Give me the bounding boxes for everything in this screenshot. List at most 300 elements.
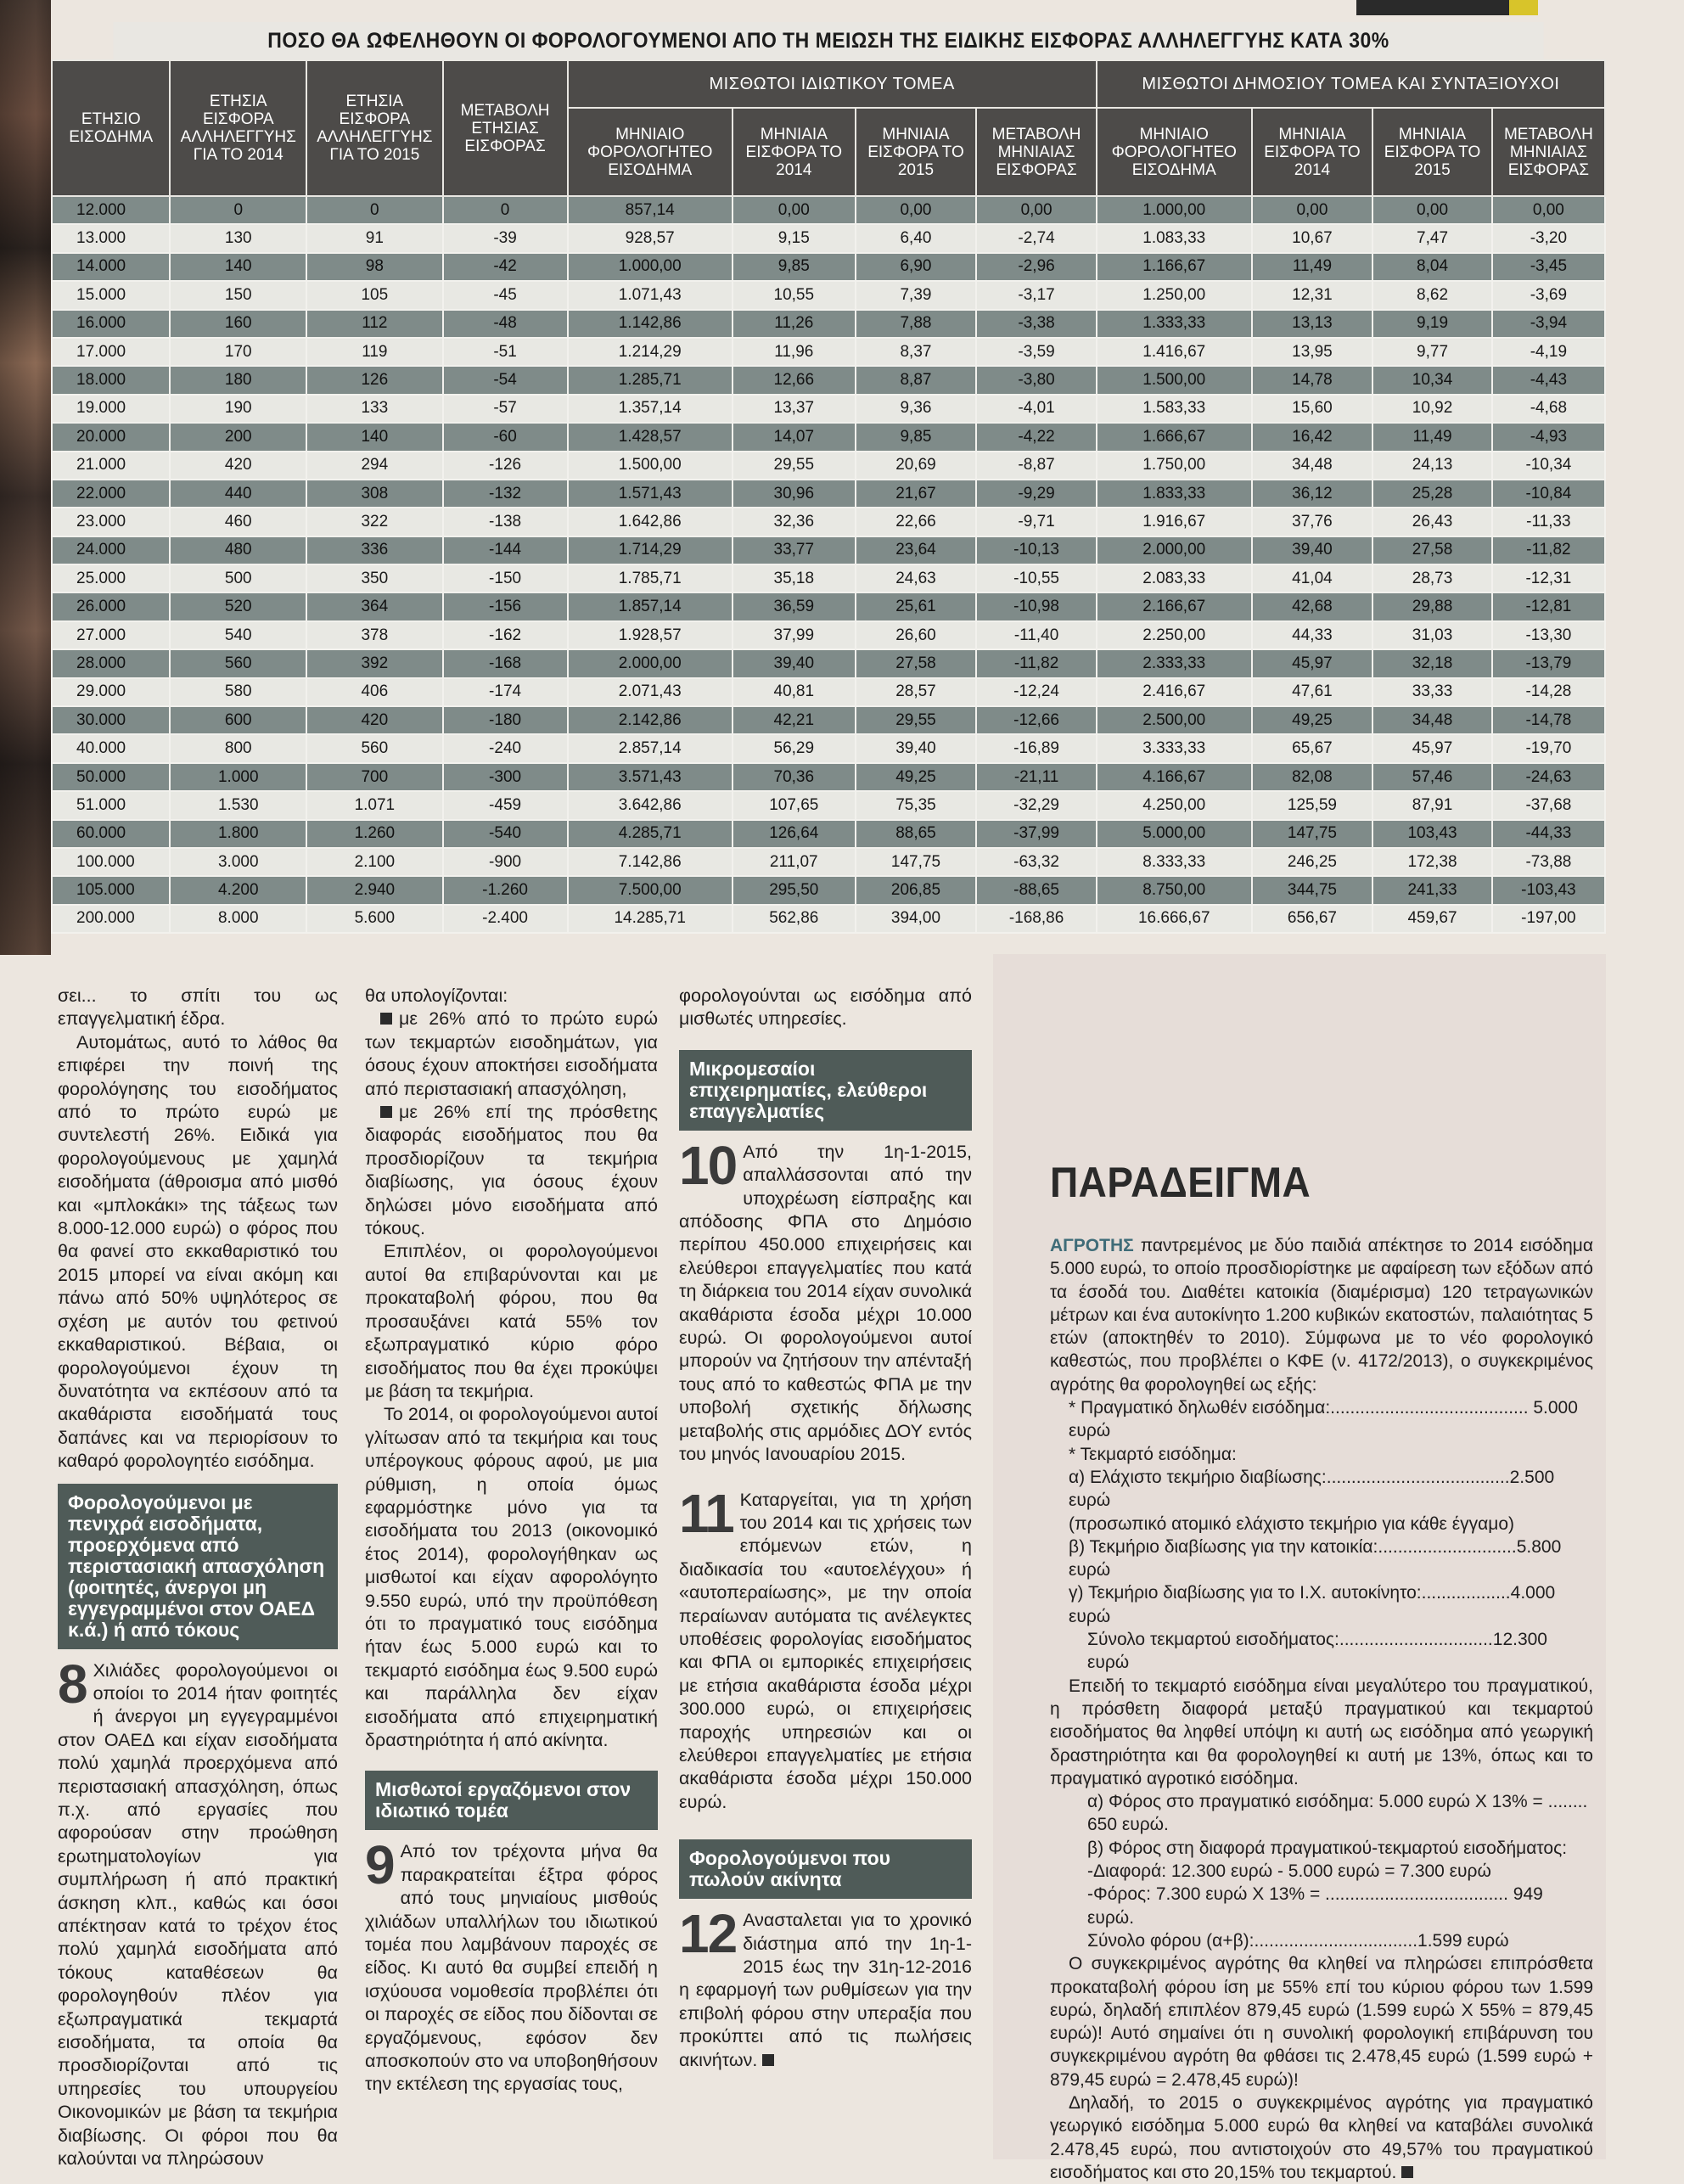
table-cell: 190 [170,395,306,423]
table-cell: 33,33 [1372,678,1492,706]
table-cell: -4,68 [1492,395,1605,423]
table-cell: -11,33 [1492,508,1605,536]
table-cell: -11,82 [976,649,1097,677]
table-cell: 0 [306,196,443,224]
table-cell: 6,90 [856,253,977,281]
example-panel [993,954,1606,2182]
article-column-1 [58,985,338,2170]
table-cell: 20.000 [52,423,170,451]
example-title: ΠΑΡΑΔΕΙΓΜΑ [1050,1159,1311,1206]
table-cell: 3.571,43 [568,763,733,791]
table-cell: 105 [306,281,443,309]
table-cell: 34,48 [1372,706,1492,734]
table-cell: -197,00 [1492,905,1605,933]
table-cell: 420 [306,706,443,734]
table-cell: 15.000 [52,281,170,309]
table-cell: -10,84 [1492,480,1605,508]
header-public-monthly-income: ΜΗΝΙΑΙΟ ΦΟΡΟΛΟΓΗΤΕΟ ΕΙΣΟΔΗΜΑ [1097,108,1252,196]
table-cell: 32,18 [1372,649,1492,677]
table-row [52,423,1605,451]
table-cell: 70,36 [733,763,856,791]
table-cell: 0 [170,196,306,224]
table-cell: 2.142,86 [568,706,733,734]
table-cell: 10,55 [733,281,856,309]
table-cell: 656,67 [1252,905,1373,933]
table-cell: -240 [443,734,568,762]
item-9 [365,1834,658,2096]
table-cell: 406 [306,678,443,706]
table-cell: 2.333,33 [1097,649,1252,677]
table-cell: 1.750,00 [1097,452,1252,480]
table-cell: 364 [306,592,443,620]
table-cell: 140 [306,423,443,451]
group-private-sector: ΜΙΣΘΩΤΟΙ ΙΔΙΩΤΙΚΟΥ ΤΟΜΕΑ [568,60,1097,108]
table-cell: 140 [170,253,306,281]
table-cell: -14,78 [1492,706,1605,734]
table-cell: 7.500,00 [568,876,733,904]
table-cell: 12,31 [1252,281,1373,309]
table-cell: 27.000 [52,621,170,649]
table-cell: 5.000,00 [1097,820,1252,848]
header-private-monthly-income: ΜΗΝΙΑΙΟ ΦΟΡΟΛΟΓΗΤΕΟ ΕΙΣΟΔΗΜΑ [568,108,733,196]
table-cell: 460 [170,508,306,536]
table-cell: 2.416,67 [1097,678,1252,706]
table-cell: 392 [306,649,443,677]
example-line: β) Τεκμήριο διαβίωσης για την κατοικία:............................5.800 ευρώ [1069,1536,1562,1580]
table-cell: 49,25 [856,763,977,791]
header-public-monthly-2014: ΜΗΝΙΑΙΑ ΕΙΣΦΟΡΑ ΤΟ 2014 [1252,108,1373,196]
table-cell: 5.600 [306,905,443,933]
paragraph: Το 2014, οι φορολογούμενοι αυτοί γλίτωσαν από τα τεκμήρια και τους υπέρογκους φόρους αφού, με μια ρύθμιση, η οποία όμως εφαρμόστηκε μόνο για τα εισοδήματα του 2013 (οικονομικό έτος 2014), φορολογήθηκαν ως μισθωτοί και είχαν αφορολόγητο 9.550 ευρώ, υπό την προϋπόθεση ότι το πραγματικό τους εισόδημα ήταν έως 5.000 ευρώ και το τεκμαρτό εισόδημα έως 9.500 ευρώ και παράλληλα δεν είχαν εισοδήματα από επιχειρηματική δραστηριότητα ή από ακίνητα. [365,1404,658,1750]
table-cell: -42 [443,253,568,281]
table-cell: 857,14 [568,196,733,224]
example-line: * Τεκμαρτό εισόδημα: [1069,1444,1237,1464]
table-cell: -12,66 [976,706,1097,734]
table-cell: 459,67 [1372,905,1492,933]
table-cell: 7,47 [1372,224,1492,252]
table-cell: 28.000 [52,649,170,677]
table-row [52,196,1605,224]
table-cell: -11,82 [1492,536,1605,564]
table-cell: 1.428,57 [568,423,733,451]
table-cell: 30.000 [52,706,170,734]
table-cell: 130 [170,224,306,252]
table-cell: 2.857,14 [568,734,733,762]
end-square-icon [762,2054,774,2066]
table-cell: -9,29 [976,480,1097,508]
table-cell: -19,70 [1492,734,1605,762]
table-cell: 1.666,67 [1097,423,1252,451]
table-cell: 49,25 [1252,706,1373,734]
table-cell: 35,18 [733,564,856,592]
table-cell: 8,37 [856,338,977,366]
table-cell: 29,55 [856,706,977,734]
table-cell: 29.000 [52,678,170,706]
table-cell: 10,34 [1372,366,1492,394]
table-cell: 25,28 [1372,480,1492,508]
table-cell: 17.000 [52,338,170,366]
table-row [52,905,1605,933]
example-line: α) Ελάχιστο τεκμήριο διαβίωσης:.....................................2.500 ευρώ [1069,1467,1555,1511]
table-cell: -2.400 [443,905,568,933]
table-cell: 1.530 [170,791,306,819]
table-cell: -144 [443,536,568,564]
table-cell: -138 [443,508,568,536]
table-cell: 51.000 [52,791,170,819]
item-text: Ανασταλεται για το χρονικό διάστημα από την 1η-1-2015 έως την 31η-12-2016 η εφαρμογή των ρυθμίσεων για την επιβολή φόρου στην υπεραξία που προκύπτει από τις πωλήσεις ακινήτων. [679,1910,972,2070]
table-cell: 2.250,00 [1097,621,1252,649]
table-cell: -57 [443,395,568,423]
table-cell: -900 [443,848,568,876]
item-number: 9 [365,1834,394,1896]
example-lead: ΑΓΡΟΤΗΣ [1050,1236,1134,1255]
table-cell: 107,65 [733,791,856,819]
table-cell: 172,38 [1372,848,1492,876]
table-cell: 11,49 [1372,423,1492,451]
table-cell: 4.250,00 [1097,791,1252,819]
table-cell: -39 [443,224,568,252]
table-cell: 50.000 [52,763,170,791]
table-cell: 2.083,33 [1097,564,1252,592]
table-cell: 40.000 [52,734,170,762]
table-cell: 580 [170,678,306,706]
table-cell: 98 [306,253,443,281]
table-body [52,196,1605,933]
table-cell: -88,65 [976,876,1097,904]
table-cell: 16.666,67 [1097,905,1252,933]
table-cell: 1.500,00 [1097,366,1252,394]
table-cell: -4,43 [1492,366,1605,394]
table-cell: 33,77 [733,536,856,564]
example-paragraph: Επειδή το τεκμαρτό εισόδημα είναι μεγαλύτερο του πραγματικού, η πρόσθετη διαφορά μεταξύ πραγματικού και τεκμαρτού εισοδήματος θα ληφθεί υπόψη κι αυτή ως εισόδημα από γεωργική δραστηριότητα και θα φορολογηθεί κι αυτή με 13%, όπως και το πραγματικό αγροτικό εισόδημα. [1050,1676,1593,1788]
example-line: γ) Τεκμήριο διαβίωσης για το Ι.Χ. αυτοκίνητο:..................4.000 ευρώ [1069,1583,1556,1626]
table-cell: 0,00 [1252,196,1373,224]
table-cell: -168,86 [976,905,1097,933]
table-cell: 40,81 [733,678,856,706]
table-cell: 126 [306,366,443,394]
table-cell: -3,59 [976,338,1097,366]
table-cell: -37,99 [976,820,1097,848]
table-cell: 44,33 [1252,621,1373,649]
example-intro-text: παντρεμένος με δύο παιδιά απέκτησε το 2014 εισόδημα 5.000 ευρώ, το οποίο προσδιορίστηκε με αφαίρεση των εξόδων από τα έσοδά του. Διαθέτει κατοικία (διαμέρισμα) 120 τετραγωνικών μέτρων και ένα αυτοκίνητο 1.200 κυβικών εκατοστών, παλαιότητας 5 ετών (αποκτηθέν το 2010). Σύμφωνα με το νέο φορολογικό καθεστώς, που προβλέπει ο ΚΦΕ (ν. 4172/2013), ο συγκεκριμένος αγρότης θα φορολογηθεί ως εξής: [1050,1236,1593,1395]
table-cell: -21,11 [976,763,1097,791]
side-photo [0,0,51,955]
table-cell: -156 [443,592,568,620]
table-cell: 1.250,00 [1097,281,1252,309]
table-cell: -10,13 [976,536,1097,564]
table-cell: 22.000 [52,480,170,508]
table-cell: 1.260 [306,820,443,848]
table-cell: -174 [443,678,568,706]
table-cell: 13,95 [1252,338,1373,366]
table-cell: -12,24 [976,678,1097,706]
example-paragraph [1050,2091,1593,2184]
table-cell: 60.000 [52,820,170,848]
table-cell: 1.285,71 [568,366,733,394]
table-cell: 336 [306,536,443,564]
table-cell: 2.500,00 [1097,706,1252,734]
table-cell: 30,96 [733,480,856,508]
table-cell: -13,30 [1492,621,1605,649]
table-cell: 9,36 [856,395,977,423]
table-cell: 119 [306,338,443,366]
header-private-monthly-2015: ΜΗΝΙΑΙΑ ΕΙΣΦΟΡΑ ΤΟ 2015 [856,108,977,196]
table-cell: -300 [443,763,568,791]
table-cell: 18.000 [52,366,170,394]
table-row [52,678,1605,706]
table-cell: 160 [170,310,306,338]
table-cell: -60 [443,423,568,451]
table-cell: 0 [443,196,568,224]
header-private-monthly-2014: ΜΗΝΙΑΙΑ ΕΙΣΦΟΡΑ ΤΟ 2014 [733,108,856,196]
table-cell: 1.000 [170,763,306,791]
table-cell: 7.142,86 [568,848,733,876]
table-cell: -11,40 [976,621,1097,649]
table-cell: -3,80 [976,366,1097,394]
table-cell: 23.000 [52,508,170,536]
table-cell: -126 [443,452,568,480]
table-row [52,536,1605,564]
table-cell: 1.833,33 [1097,480,1252,508]
table-cell: 14,07 [733,423,856,451]
paragraph: σει... το σπίτι του ως επαγγελματική έδρα. [58,985,338,1030]
table-cell: 37,76 [1252,508,1373,536]
table-cell: 0,00 [733,196,856,224]
table-cell: -10,55 [976,564,1097,592]
table-cell: 28,57 [856,678,977,706]
header-public-monthly-change: ΜΕΤΑΒΟΛΗ ΜΗΝΙΑΙΑΣ ΕΙΣΦΟΡΑΣ [1492,108,1605,196]
table-cell: 0,00 [856,196,977,224]
table-cell: 9,19 [1372,310,1492,338]
table-cell: 26,60 [856,621,977,649]
table-cell: 105.000 [52,876,170,904]
table-cell: -37,68 [1492,791,1605,819]
table-cell: -180 [443,706,568,734]
table-cell: 378 [306,621,443,649]
table-cell: 37,99 [733,621,856,649]
example-paragraph-text: Δηλαδή, το 2015 ο συγκεκριμένος αγρότης για πραγματικό γεωργικό εισόδημα 5.000 ευρώ θα κληθεί να καταβάλει συνολικά 2.478,45 ευρώ, που αντιστοιχούν στο 49,57% του πραγματικού εισοδήματος και στο 20,15% του τεκμαρτού. [1050,2092,1593,2182]
table-cell: 25.000 [52,564,170,592]
subheading-property-sellers: Φορολογούμενοι που πωλούν ακίνητα [679,1839,972,1899]
example-body [1050,1234,1593,2184]
table-cell: 2.166,67 [1097,592,1252,620]
table-cell: 82,08 [1252,763,1373,791]
table-cell: 19.000 [52,395,170,423]
table-cell: 39,40 [733,649,856,677]
bullet-text: με 26% επί της πρόσθετης διαφοράς εισοδήματος που θα προσδιορίζουν τα τεκμήρια διαβίωσης, για όσους έχουν δηλώσει μόνο εισοδήματα από τόκους. [365,1102,658,1239]
table-cell: 36,12 [1252,480,1373,508]
table-row [52,366,1605,394]
bullet-square-icon [380,1106,392,1118]
table-cell: -10,34 [1492,452,1605,480]
table-row [52,820,1605,848]
table-cell: 16.000 [52,310,170,338]
table-cell: 6,40 [856,224,977,252]
table-row [52,338,1605,366]
example-line: -Φόρος: 7.300 ευρώ X 13% = ..................................... 949 ευρώ. [1087,1884,1543,1928]
table-cell: 560 [170,649,306,677]
table-cell: -540 [443,820,568,848]
bullet-text: με 26% από το πρώτο ευρώ των τεκμαρτών εισοδημάτων, για όσους έχουν αποκτήσει εισοδήματα από περιστασιακή απασχόληση, [365,1008,658,1099]
table-cell: 45,97 [1372,734,1492,762]
table-cell: 9,85 [733,253,856,281]
table-cell: 3.333,33 [1097,734,1252,762]
table-cell: -73,88 [1492,848,1605,876]
table-row [52,848,1605,876]
table-cell: 1.166,67 [1097,253,1252,281]
table-cell: 1.083,33 [1097,224,1252,252]
article-column-2 [365,985,658,2097]
table-cell: 9,77 [1372,338,1492,366]
subheading-small-businesses: Μικρομεσαίοι επιχειρηματίες, ελεύθεροι επαγγελματίες [679,1050,972,1131]
table-cell: 88,65 [856,820,977,848]
item-number: 8 [58,1653,87,1715]
table-cell: 13,37 [733,395,856,423]
item-number: 12 [679,1903,737,1965]
table-cell: 29,55 [733,452,856,480]
table-cell: -44,33 [1492,820,1605,848]
table-cell: 75,35 [856,791,977,819]
table-cell: 7,88 [856,310,977,338]
table-cell: 32,36 [733,508,856,536]
table-cell: -9,71 [976,508,1097,536]
table-cell: 16,42 [1252,423,1373,451]
table-cell: 39,40 [1252,536,1373,564]
table-cell: 1.714,29 [568,536,733,564]
paragraph: Επιπλέον, οι φορολογούμενοι αυτοί θα επιβαρύνονται και με προκαταβολή φόρου, που θα προσαυξάνει κατά 55% τον εξωπραγματικό κύριο φόρο εισοδήματος που θα έχει προκύψει με βάση τα τεκμήρια. [365,1241,658,1401]
group-public-sector: ΜΙΣΘΩΤΟΙ ΔΗΜΟΣΙΟΥ ΤΟΜΕΑ ΚΑΙ ΣΥΝΤΑΞΙΟΥΧΟΙ [1097,60,1605,108]
table-cell: 1.416,67 [1097,338,1252,366]
item-11 [679,1482,972,1815]
example-line: α) Φόρος στο πραγματικό εισόδημα: 5.000 ευρώ X 13% = ........ 650 ευρώ. [1087,1792,1588,1835]
table-row [52,452,1605,480]
header-public-monthly-2015: ΜΗΝΙΑΙΑ ΕΙΣΦΟΡΑ ΤΟ 2015 [1372,108,1492,196]
corner-graphic-accent [1509,0,1538,15]
table-cell: -3,38 [976,310,1097,338]
table-cell: -12,31 [1492,564,1605,592]
table-cell: -48 [443,310,568,338]
table-cell: 2.071,43 [568,678,733,706]
table-cell: 4.285,71 [568,820,733,848]
table-row [52,281,1605,309]
table-cell: 10,92 [1372,395,1492,423]
table-cell: 56,29 [733,734,856,762]
table-cell: 126,64 [733,820,856,848]
table-cell: -16,89 [976,734,1097,762]
table-cell: 100.000 [52,848,170,876]
header-annual-income: ΕΤΗΣΙΟ ΕΙΣΟΔΗΜΑ [52,60,170,196]
table-cell: 2.000,00 [1097,536,1252,564]
header-annual-2014: ΕΤΗΣΙΑ ΕΙΣΦΟΡΑ ΑΛΛΗΛΕΓΓΥΗΣ ΓΙΑ ΤΟ 2014 [170,60,306,196]
table-cell: 11,96 [733,338,856,366]
table-cell: -168 [443,649,568,677]
table-cell: 1.357,14 [568,395,733,423]
table-cell: 1.571,43 [568,480,733,508]
table-cell: 8,87 [856,366,977,394]
table-cell: 45,97 [1252,649,1373,677]
table-cell: 42,21 [733,706,856,734]
table-cell: 295,50 [733,876,856,904]
table-cell: -3,69 [1492,281,1605,309]
end-square-icon [1401,2166,1413,2178]
table-cell: 10,67 [1252,224,1373,252]
corner-graphic [1356,0,1509,15]
table-cell: 562,86 [733,905,856,933]
table-cell: 1.142,86 [568,310,733,338]
table-cell: 2.100 [306,848,443,876]
table-cell: 170 [170,338,306,366]
table-cell: 350 [306,564,443,592]
table-cell: 23,64 [856,536,977,564]
table-cell: 1.500,00 [568,452,733,480]
table-cell: -14,28 [1492,678,1605,706]
table-cell: 246,25 [1252,848,1373,876]
table-cell: 1.800 [170,820,306,848]
example-paragraph: Ο συγκεκριμένος αγρότης θα κληθεί να πληρώσει επιπρόσθετα προκαταβολή φόρου ίση με 55% επί του κύριου φόρου των 1.599 ευρώ, δηλαδή επιπλέον 879,45 ευρώ (1.599 ευρώ X 55% = 879,45 ευρώ)! Αυτό σημαίνει ότι η συνολική φορολογική επιβάρυνση του συγκεκριμένου αγρότη θα φθάσει τις 2.478,45 ευρώ (1.599 ευρώ + 879,45 ευρώ = 2.478,45 ευρώ)! [1050,1954,1593,2090]
table-cell: 8.000 [170,905,306,933]
article-column-3 [679,985,972,2072]
table-cell: 34,48 [1252,452,1373,480]
table-cell: 420 [170,452,306,480]
table-cell: 21.000 [52,452,170,480]
example-line: Σύνολο φόρου (α+β):.................................1.599 ευρώ [1087,1930,1509,1951]
table-cell: 27,58 [1372,536,1492,564]
table-cell: 14.000 [52,253,170,281]
header-private-monthly-change: ΜΕΤΑΒΟΛΗ ΜΗΝΙΑΙΑΣ ΕΙΣΦΟΡΑΣ [976,108,1097,196]
table-cell: 47,61 [1252,678,1373,706]
table-cell: 200.000 [52,905,170,933]
item-number: 10 [679,1134,737,1196]
table-cell: 21,67 [856,480,977,508]
table-cell: -51 [443,338,568,366]
table-cell: 4.200 [170,876,306,904]
contribution-table [51,22,1606,934]
example-line: * Πραγματικό δηλωθέν εισόδημα:........................................ 5.000 ευρώ [1069,1398,1578,1441]
table-cell: 322 [306,508,443,536]
table-cell: 25,61 [856,592,977,620]
table-cell: 1.785,71 [568,564,733,592]
table-title: ΠΟΣΟ ΘΑ ΩΦΕΛΗΘΟΥΝ ΟΙ ΦΟΡΟΛΟΓΟΥΜΕΝΟΙ ΑΠΟ ΤΗ ΜΕΙΩΣΗ ΤΗΣ ΕΙΔΙΚΗΣ ΕΙΣΦΟΡΑΣ ΑΛΛΗΛΕΓΓΥΗΣ ΚΑΤΑ 30% [113,22,1543,59]
table-cell: 344,75 [1252,876,1373,904]
table-cell: 2.940 [306,876,443,904]
table-cell: 57,46 [1372,763,1492,791]
table-cell: 1.333,33 [1097,310,1252,338]
table-row [52,791,1605,819]
example-intro [1050,1234,1593,1396]
table-cell: 29,88 [1372,592,1492,620]
paragraph: φορολογούνται ως εισόδημα από μισθωτές υπηρεσίες. [679,985,972,1030]
table-row [52,564,1605,592]
table-cell: 0,00 [976,196,1097,224]
table-cell: 1.857,14 [568,592,733,620]
table-cell: 3.000 [170,848,306,876]
table-grid [51,59,1606,934]
paragraph: Αυτομάτως, αυτό το λάθος θα επιφέρει την ποινή της φορολόγησης του εισοδήματος από το πρώτο ευρώ με συντελεστή 26%. Ειδικά για φορολογούμενους με χαμηλά εισοδήματα (άθροισμα από μισθό και «μπλοκάκι» της τάξεως των 8.000-12.000 ευρώ) ο φόρος που θα φανεί στο εκκαθαριστικό του 2015 μπορεί να είναι ακόμη και πάνω από 50% υψηλότερος σε σχέση με αυτόν του φετινού εκκαθαριστικού. Βέβαια, οι φορολογούμενοι έχουν τη δυνατότητα να εκπέσουν από τα ακαθάριστα εισοδήματά τους δαπάνες και να περιορίσουν το καθαρό φορολογητέο εισόδημα. [58,1031,338,1472]
table-cell: 87,91 [1372,791,1492,819]
table-cell: 22,66 [856,508,977,536]
table-cell: 1.000,00 [568,253,733,281]
table-cell: 27,58 [856,649,977,677]
table-cell: -4,22 [976,423,1097,451]
item-text: Καταργείται, για τη χρήση του 2014 και τις χρήσεις των επόμενων ετών, η διαδικασία του «αυτοελέγχου» ή «αυτοπεραίωσης», με την οποία περαίωναν αυτόματα τις ανέλεγκτες υποθέσεις φορολογίας εισοδήματος και ΦΠΑ οι εμπορικές επιχειρήσεις με ετήσια ακαθάριστα έσοδα μέχρι 300.000 ευρώ, οι επιχειρήσεις παροχής υπηρεσιών και οι ελεύθεροι επαγγελματίες με ετήσια ακαθάριστα έσοδα μέχρι 150.000 ευρώ. [679,1489,972,1812]
table-cell: 8,62 [1372,281,1492,309]
table-cell: -150 [443,564,568,592]
table-cell: 133 [306,395,443,423]
table-row [52,592,1605,620]
table-cell: -4,93 [1492,423,1605,451]
example-line: Σύνολο τεκμαρτού εισοδήματος:...............................12.300 ευρώ [1087,1630,1547,1673]
table-cell: 700 [306,763,443,791]
